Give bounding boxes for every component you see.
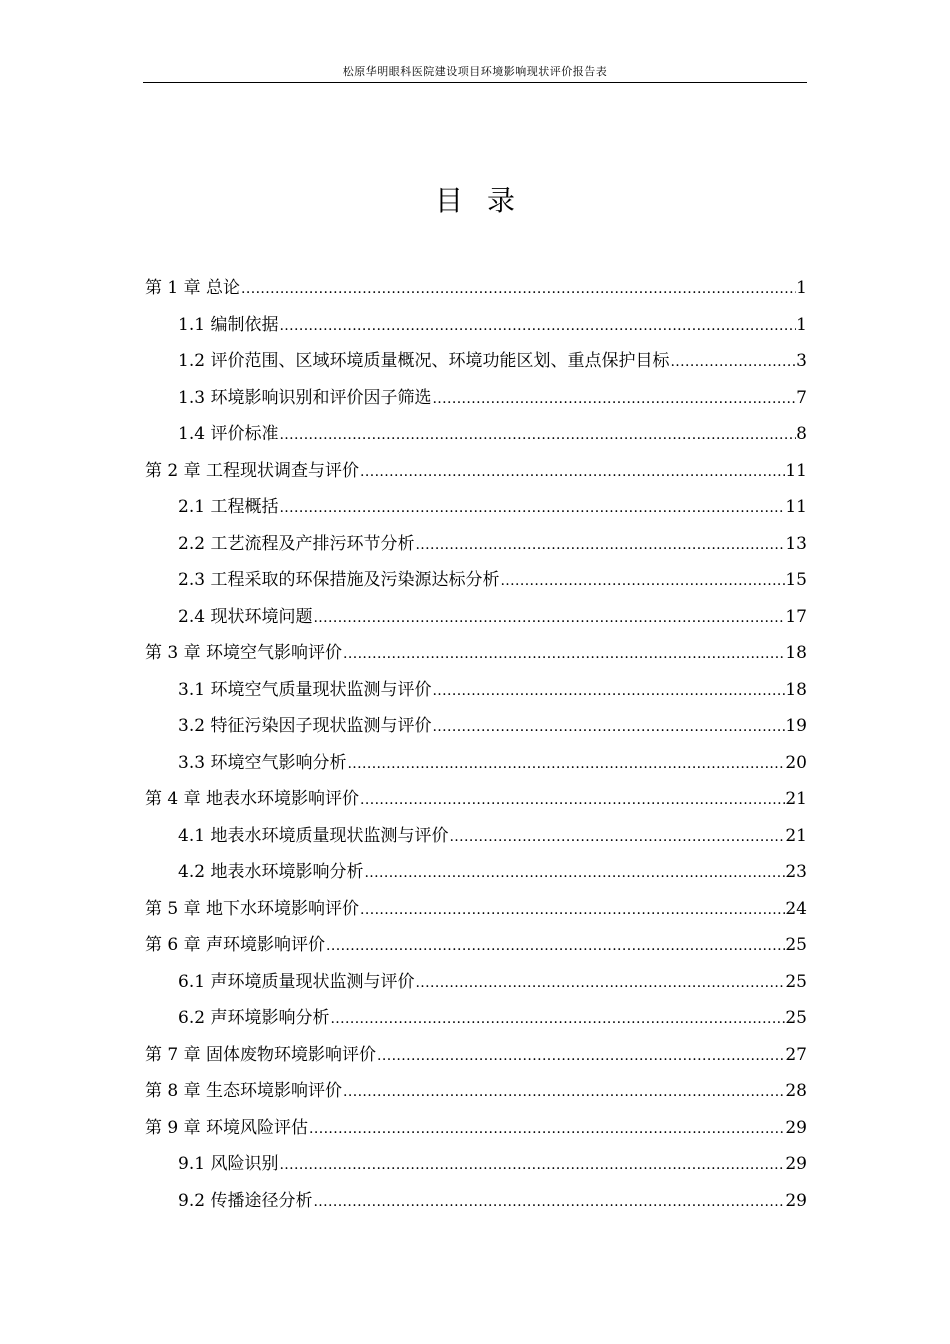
toc-entry-page-number: 13 bbox=[785, 533, 807, 554]
toc-section-entry[interactable] bbox=[145, 708, 807, 745]
running-header: 松原华明眼科医院建设项目环境影响现状评价报告表 bbox=[342, 65, 608, 78]
toc-section-entry[interactable] bbox=[145, 818, 807, 855]
toc-entry-label: 2.3 工程采取的环保措施及污染源达标分析 bbox=[178, 570, 500, 590]
toc-entry-page-number: 15 bbox=[785, 570, 807, 590]
toc-entry-label: 6.2 声环境影响分析 bbox=[178, 1008, 330, 1028]
toc-dot-leader bbox=[312, 600, 785, 637]
toc-section-entry[interactable] bbox=[145, 489, 807, 526]
toc-entry-label: 4.1 地表水环境质量现状监测与评价 bbox=[178, 825, 449, 846]
toc-entry-page-number: 19 bbox=[785, 716, 807, 736]
toc-dot-leader bbox=[431, 709, 785, 746]
toc-dot-leader bbox=[359, 892, 785, 929]
toc-section-entry[interactable] bbox=[145, 854, 807, 891]
toc-entry-page-number: 25 bbox=[785, 935, 807, 955]
toc-entry-page-number: 24 bbox=[785, 898, 807, 919]
toc-entry-page-number: 21 bbox=[785, 789, 807, 809]
toc-chapter-entry[interactable] bbox=[145, 453, 807, 490]
toc-dot-leader bbox=[414, 527, 785, 564]
toc-chapter-entry[interactable] bbox=[145, 781, 807, 818]
toc-dot-leader bbox=[329, 1001, 785, 1038]
toc-entry-page-number: 18 bbox=[785, 679, 807, 700]
toc-dot-leader bbox=[278, 308, 796, 345]
toc-section-entry[interactable] bbox=[145, 672, 807, 709]
header-rule bbox=[143, 82, 807, 83]
toc-chapter-entry[interactable] bbox=[145, 891, 807, 928]
toc-section-entry[interactable] bbox=[145, 307, 807, 344]
toc-dot-leader bbox=[499, 563, 785, 600]
toc-entry-label: 第 9 章 环境风险评估 bbox=[145, 1117, 309, 1138]
toc-entry-page-number: 1 bbox=[796, 314, 807, 335]
toc-entry-page-number: 3 bbox=[796, 351, 807, 371]
toc-chapter-entry[interactable] bbox=[145, 635, 807, 672]
toc-section-entry[interactable] bbox=[145, 1000, 807, 1037]
toc-chapter-entry[interactable] bbox=[145, 1110, 807, 1147]
toc-section-entry[interactable] bbox=[145, 416, 807, 453]
toc-entry-label: 1.1 编制依据 bbox=[178, 314, 279, 335]
toc-entry-page-number: 1 bbox=[796, 278, 807, 298]
toc-section-entry[interactable] bbox=[145, 745, 807, 782]
toc-dot-leader bbox=[359, 782, 785, 819]
toc-section-entry[interactable] bbox=[145, 562, 807, 599]
toc-dot-leader bbox=[363, 855, 785, 892]
toc-entry-page-number: 8 bbox=[796, 424, 807, 444]
toc-entry-page-number: 17 bbox=[785, 606, 807, 627]
toc-title: 目录 bbox=[434, 184, 539, 217]
toc-entry-page-number: 11 bbox=[785, 497, 807, 517]
toc-entry-label: 第 4 章 地表水环境影响评价 bbox=[145, 789, 360, 809]
toc-dot-leader bbox=[278, 1147, 785, 1184]
toc-dot-leader bbox=[342, 1074, 785, 1111]
table-of-contents bbox=[145, 270, 807, 1219]
toc-dot-leader bbox=[312, 1184, 785, 1221]
toc-entry-label: 第 5 章 地下水环境影响评价 bbox=[145, 898, 360, 919]
toc-section-entry[interactable] bbox=[145, 343, 807, 380]
toc-section-entry[interactable] bbox=[145, 380, 807, 417]
toc-dot-leader bbox=[325, 928, 785, 965]
toc-entry-label: 1.4 评价标准 bbox=[178, 424, 279, 444]
toc-chapter-entry[interactable] bbox=[145, 270, 807, 307]
toc-entry-label: 2.2 工艺流程及产排污环节分析 bbox=[178, 533, 415, 554]
toc-entry-label: 2.4 现状环境问题 bbox=[178, 606, 313, 627]
toc-dot-leader bbox=[278, 490, 785, 527]
toc-entry-label: 4.2 地表水环境影响分析 bbox=[178, 862, 364, 882]
toc-entry-page-number: 25 bbox=[785, 971, 807, 992]
toc-entry-label: 1.3 环境影响识别和评价因子筛选 bbox=[178, 387, 432, 408]
toc-entry-label: 9.2 传播途径分析 bbox=[178, 1190, 313, 1211]
toc-dot-leader bbox=[278, 417, 796, 454]
toc-chapter-entry[interactable] bbox=[145, 1037, 807, 1074]
toc-entry-page-number: 7 bbox=[796, 387, 807, 408]
toc-section-entry[interactable] bbox=[145, 599, 807, 636]
toc-entry-page-number: 29 bbox=[785, 1190, 807, 1211]
toc-section-entry[interactable] bbox=[145, 526, 807, 563]
toc-dot-leader bbox=[431, 381, 796, 418]
toc-entry-page-number: 29 bbox=[785, 1117, 807, 1138]
toc-dot-leader bbox=[308, 1111, 785, 1148]
toc-entry-label: 第 6 章 声环境影响评价 bbox=[145, 935, 326, 955]
toc-entry-label: 第 2 章 工程现状调查与评价 bbox=[145, 460, 360, 481]
toc-dot-leader bbox=[240, 271, 796, 308]
toc-entry-page-number: 29 bbox=[785, 1154, 807, 1174]
toc-entry-page-number: 21 bbox=[785, 825, 807, 846]
toc-entry-page-number: 28 bbox=[785, 1081, 807, 1101]
toc-entry-label: 1.2 评价范围、区域环境质量概况、环境功能区划、重点保护目标 bbox=[178, 351, 670, 371]
toc-entry-label: 6.1 声环境质量现状监测与评价 bbox=[178, 971, 415, 992]
toc-dot-leader bbox=[431, 673, 785, 710]
toc-entry-page-number: 23 bbox=[785, 862, 807, 882]
toc-dot-leader bbox=[346, 746, 785, 783]
toc-entry-page-number: 27 bbox=[785, 1044, 807, 1065]
toc-chapter-entry[interactable] bbox=[145, 1073, 807, 1110]
toc-dot-leader bbox=[448, 819, 785, 856]
toc-entry-label: 3.2 特征污染因子现状监测与评价 bbox=[178, 716, 432, 736]
toc-dot-leader bbox=[359, 454, 785, 491]
toc-entry-label: 3.1 环境空气质量现状监测与评价 bbox=[178, 679, 432, 700]
toc-entry-label: 2.1 工程概括 bbox=[178, 497, 279, 517]
toc-entry-label: 第 1 章 总论 bbox=[145, 278, 241, 298]
toc-dot-leader bbox=[376, 1038, 785, 1075]
toc-entry-label: 第 3 章 环境空气影响评价 bbox=[145, 643, 343, 663]
toc-dot-leader bbox=[414, 965, 785, 1002]
toc-entry-label: 第 8 章 生态环境影响评价 bbox=[145, 1081, 343, 1101]
toc-section-entry[interactable] bbox=[145, 1183, 807, 1220]
toc-entry-page-number: 18 bbox=[785, 643, 807, 663]
toc-entry-page-number: 25 bbox=[785, 1008, 807, 1028]
toc-entry-label: 3.3 环境空气影响分析 bbox=[178, 752, 347, 773]
toc-dot-leader bbox=[669, 344, 796, 381]
toc-section-entry[interactable] bbox=[145, 964, 807, 1001]
toc-chapter-entry[interactable] bbox=[145, 927, 807, 964]
toc-entry-label: 9.1 风险识别 bbox=[178, 1154, 279, 1174]
toc-entry-page-number: 20 bbox=[785, 752, 807, 773]
toc-entry-label: 第 7 章 固体废物环境影响评价 bbox=[145, 1044, 377, 1065]
toc-entry-page-number: 11 bbox=[785, 460, 807, 481]
toc-section-entry[interactable] bbox=[145, 1146, 807, 1183]
toc-dot-leader bbox=[342, 636, 785, 673]
